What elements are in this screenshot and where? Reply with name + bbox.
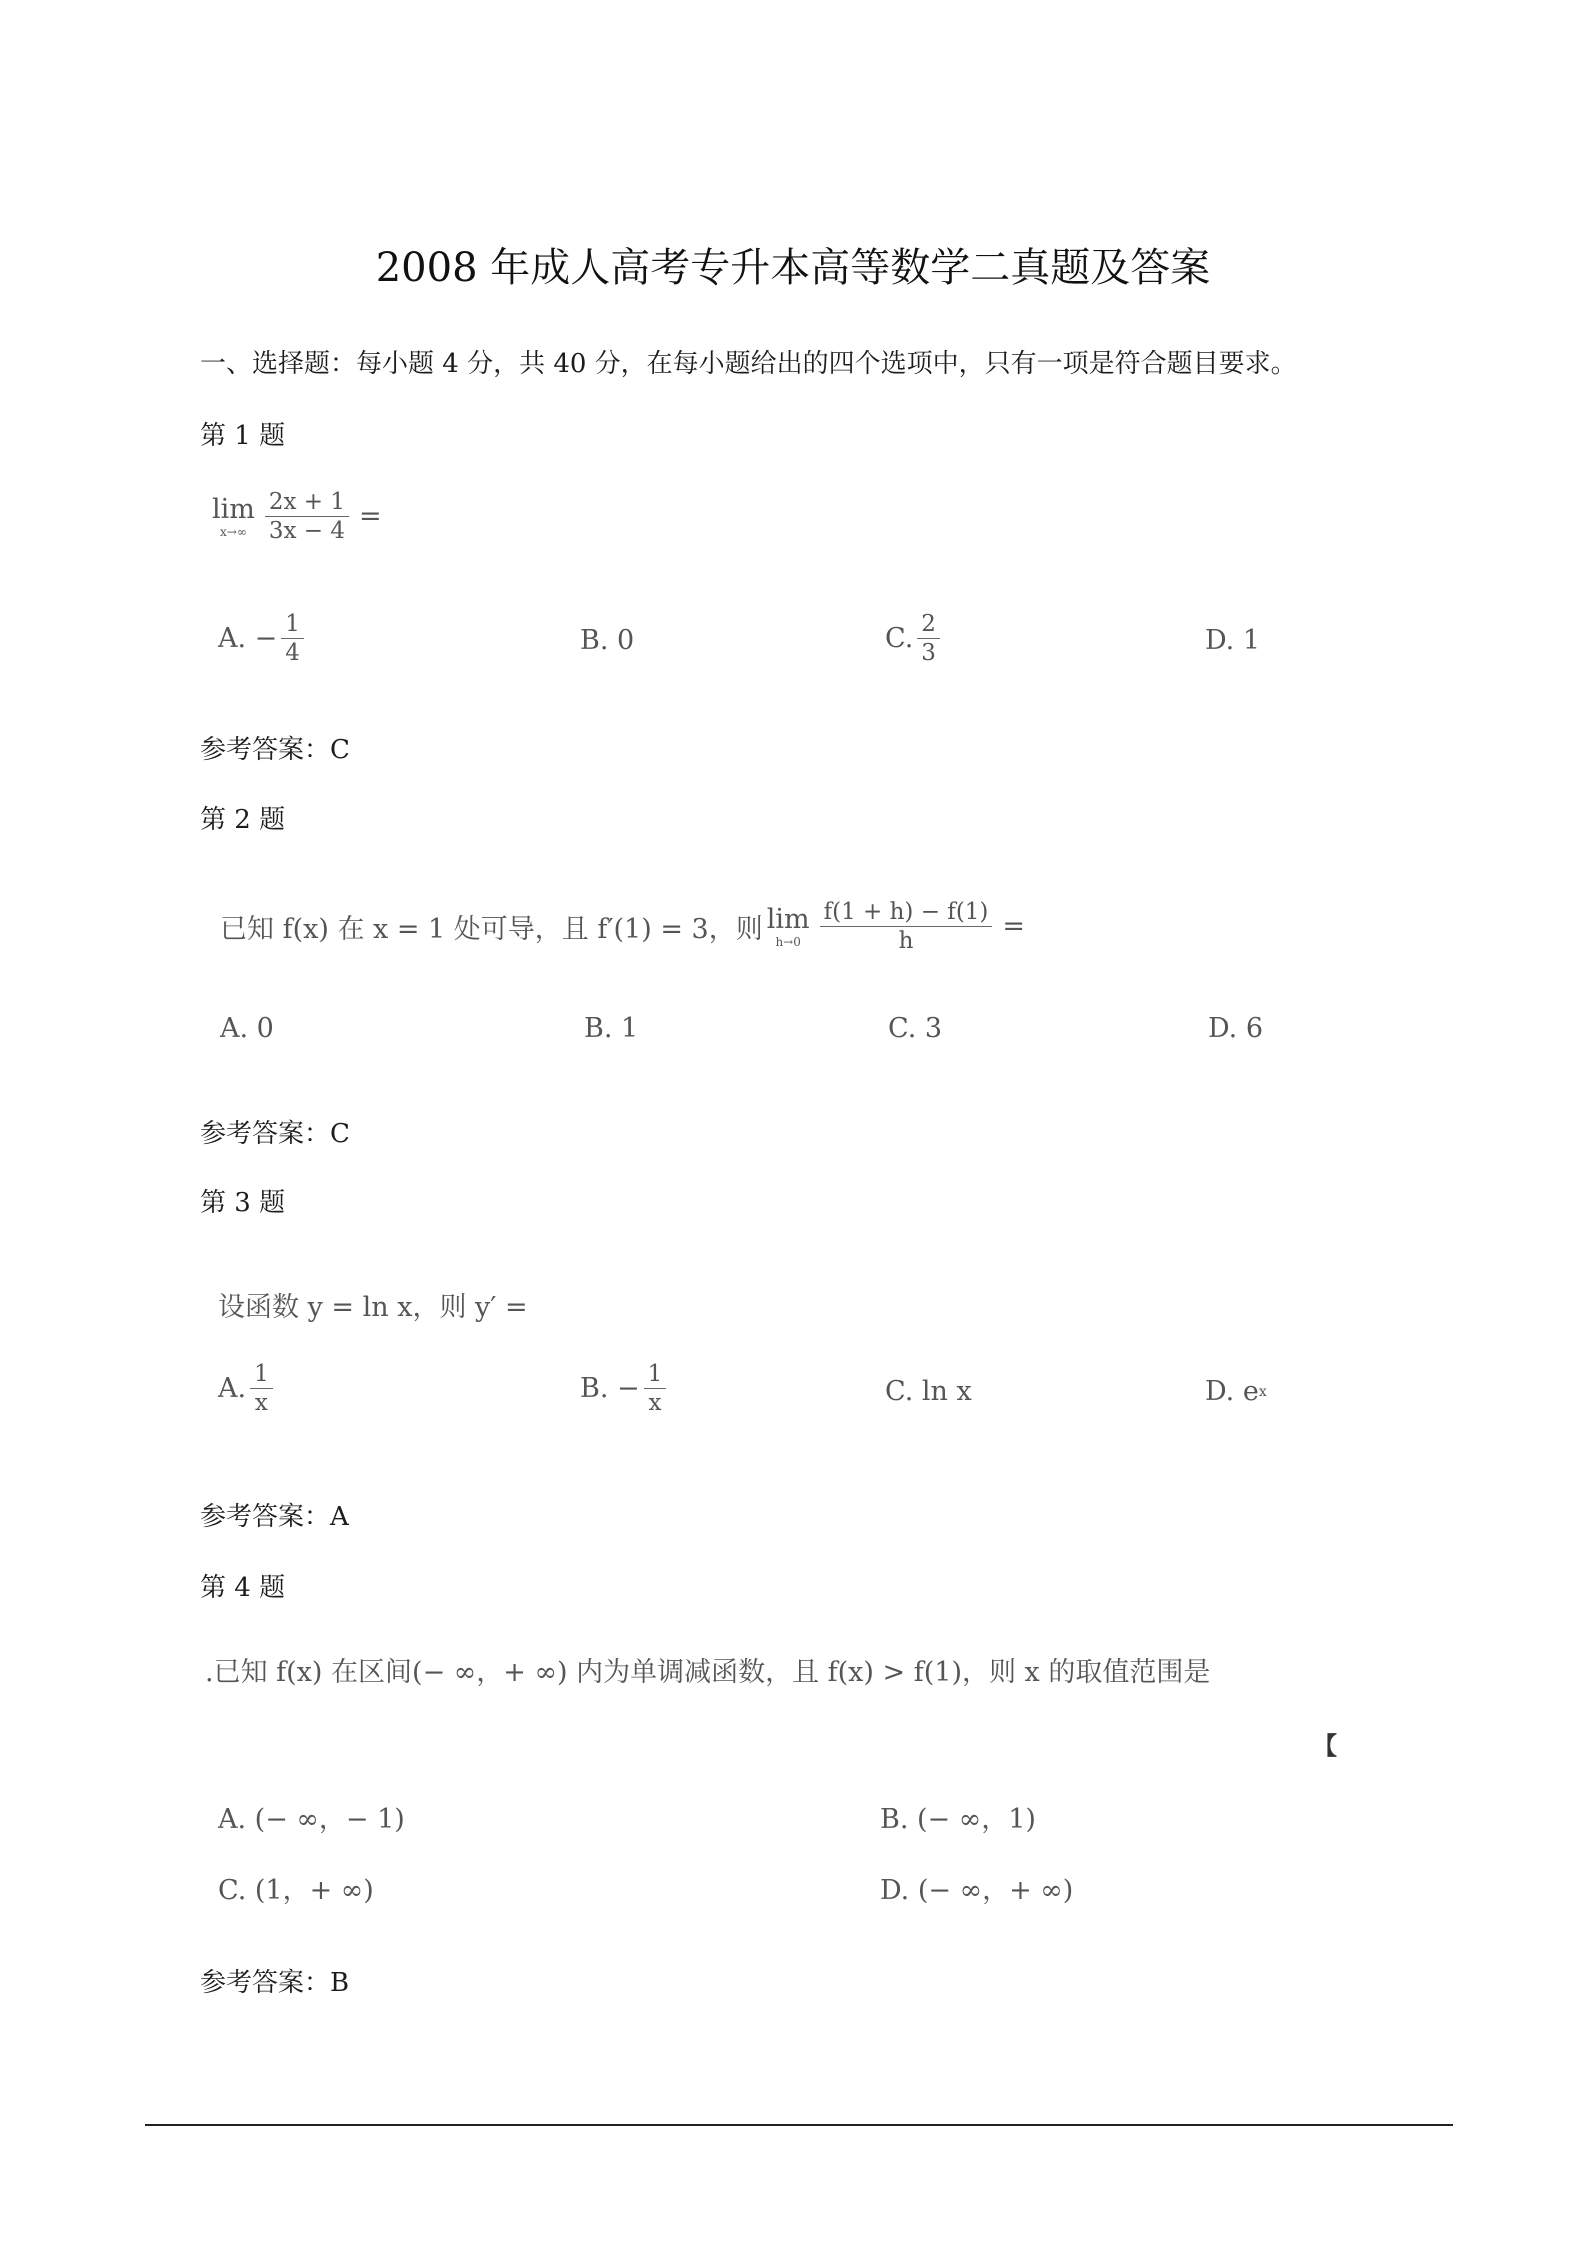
question-3-formula: 设函数 y = ln x，则 y′ = [218, 1292, 528, 1323]
section-heading: 一、选择题：每小题 4 分，共 40 分，在每小题给出的四个选项中，只有一项是符合题目要求。 [200, 349, 1297, 379]
fraction: $\frac{f(1 + h) - f(1)}{h}$ [820, 900, 993, 953]
question-1-option-b: B. 0 [580, 625, 635, 656]
question-2-answer: 参考答案：C [200, 1119, 350, 1149]
question-3-option-b: B. − $\frac{1}{x}$ [580, 1362, 670, 1415]
question-2-option-b: B. 1 [584, 1013, 639, 1044]
page-title: 2008 年成人高考专升本高等数学二真题及答案 [375, 245, 1211, 291]
footer-divider [145, 2124, 1453, 2126]
question-4-label: 第 4 题 [200, 1573, 286, 1603]
question-1-answer: 参考答案：C [200, 735, 350, 765]
question-4-formula: .已知 f(x) 在区间(− ∞，+ ∞) 内为单调减函数，且 f(x) > f(1)，则 x 的取值范围是 [205, 1657, 1211, 1688]
question-4-option-c: C. (1，+ ∞) [218, 1875, 374, 1906]
question-2-option-a: A. 0 [220, 1013, 274, 1044]
question-3-label: 第 3 题 [200, 1188, 286, 1218]
question-4-option-b: B. (− ∞，1) [880, 1804, 1036, 1835]
question-2-option-c: C. 3 [888, 1013, 943, 1044]
question-3-option-c: C. ln x [885, 1376, 972, 1407]
question-1-option-d: D. 1 [1205, 625, 1261, 656]
question-3-option-d: D. e x [1205, 1376, 1267, 1407]
question-2-formula: 已知 f(x) 在 x = 1 处可导，且 f′(1) = 3，则 lim h→0 $\frac{f(1 + h) - f(1)}{h}$ = [220, 899, 1026, 955]
question-1-option-c: C. $\frac{2}{3}$ [885, 612, 944, 665]
limit-operator: lim h→0 [766, 903, 810, 949]
question-3-answer: 参考答案：A [200, 1502, 349, 1532]
question-4-option-a: A. (− ∞，− 1) [218, 1804, 405, 1835]
question-2-label: 第 2 题 [200, 805, 286, 835]
question-3-option-a: A. $\frac{1}{x}$ [218, 1362, 277, 1415]
question-4-answer: 参考答案：B [200, 1968, 350, 1998]
answer-bracket: 【 [1313, 1732, 1337, 1760]
question-1-formula: lim x→∞ $\frac{2x + 1}{3x - 4}$ = [212, 489, 382, 545]
question-1-option-a: A. − $\frac{1}{4}$ [218, 612, 308, 665]
question-1-label: 第 1 题 [200, 421, 286, 451]
fraction: $\frac{2x + 1}{3x - 4}$ [265, 490, 349, 543]
limit-operator: lim x→∞ [212, 493, 255, 539]
question-4-option-d: D. (− ∞，+ ∞) [880, 1875, 1074, 1906]
question-2-option-d: D. 6 [1208, 1013, 1264, 1044]
